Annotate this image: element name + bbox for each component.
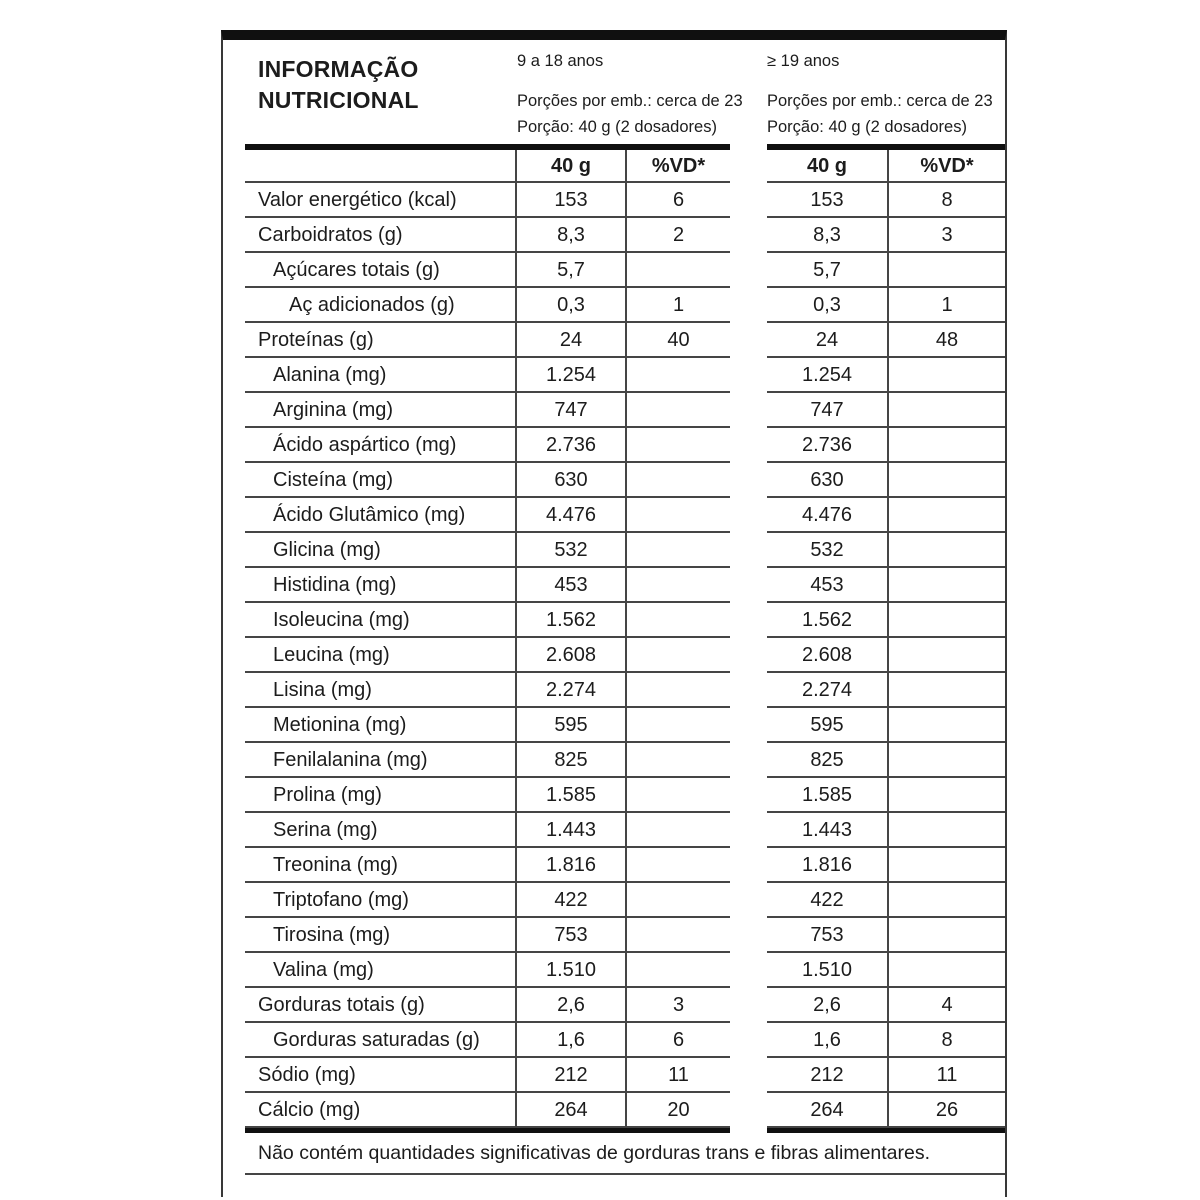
nutrient-label: Aç adicionados (g) bbox=[245, 288, 517, 323]
group2-dv-value bbox=[887, 463, 1005, 498]
group2-dv-value bbox=[887, 253, 1005, 288]
nutrient-label: Alanina (mg) bbox=[245, 358, 517, 393]
nutrient-label: Cálcio (mg) bbox=[245, 1093, 517, 1128]
group1-amount-value: 0,3 bbox=[517, 288, 625, 323]
group2-amount-value: 825 bbox=[767, 743, 887, 778]
nutrient-label: Leucina (mg) bbox=[245, 638, 517, 673]
nutrient-label: Ácido Glutâmico (mg) bbox=[245, 498, 517, 533]
footer-note: Não contém quantidades significativas de gorduras trans e fibras alimentares. bbox=[245, 1133, 1005, 1175]
group2-amount-value: 747 bbox=[767, 393, 887, 428]
column-gap bbox=[730, 323, 767, 358]
group2-amount-value: 1,6 bbox=[767, 1023, 887, 1058]
column-gap bbox=[730, 953, 767, 988]
age-group-2-range: ≥ 19 anos bbox=[767, 52, 840, 70]
column-gap bbox=[730, 1058, 767, 1093]
group2-dv-value bbox=[887, 568, 1005, 603]
group1-amount-value: 4.476 bbox=[517, 498, 625, 533]
nutrient-label: Treonina (mg) bbox=[245, 848, 517, 883]
column-gap bbox=[730, 708, 767, 743]
group1-dv-value: 11 bbox=[625, 1058, 730, 1093]
group1-amount-value: 2.608 bbox=[517, 638, 625, 673]
nutrient-label: Tirosina (mg) bbox=[245, 918, 517, 953]
nutrient-label: Isoleucina (mg) bbox=[245, 603, 517, 638]
group1-amount-value: 825 bbox=[517, 743, 625, 778]
column-gap bbox=[730, 463, 767, 498]
group1-amount-value: 630 bbox=[517, 463, 625, 498]
nutrient-label: Açúcares totais (g) bbox=[245, 253, 517, 288]
group1-amount-value: 747 bbox=[517, 393, 625, 428]
nutrient-label: Gorduras totais (g) bbox=[245, 988, 517, 1023]
group2-amount-value: 212 bbox=[767, 1058, 887, 1093]
group1-dv-value bbox=[625, 638, 730, 673]
group1-dv-value: 6 bbox=[625, 1023, 730, 1058]
group1-amount-value: 212 bbox=[517, 1058, 625, 1093]
group1-amount-value: 24 bbox=[517, 323, 625, 358]
group1-dv-value: 6 bbox=[625, 183, 730, 218]
group1-amount-value: 1.254 bbox=[517, 358, 625, 393]
column-gap bbox=[730, 883, 767, 918]
group1-dv-value bbox=[625, 533, 730, 568]
group1-amount-value: 1.816 bbox=[517, 848, 625, 883]
age-group-2-servings: Porções por emb.: cerca de 23 bbox=[767, 92, 993, 110]
group1-amount-column-header: 40 g bbox=[517, 150, 625, 183]
group1-amount-value: 2.736 bbox=[517, 428, 625, 463]
group2-amount-value: 264 bbox=[767, 1093, 887, 1128]
column-gap bbox=[730, 673, 767, 708]
group2-dv-value bbox=[887, 848, 1005, 883]
column-gap bbox=[730, 638, 767, 673]
nutrient-label: Histidina (mg) bbox=[245, 568, 517, 603]
group1-dv-value bbox=[625, 673, 730, 708]
column-gap bbox=[730, 1023, 767, 1058]
group1-amount-value: 453 bbox=[517, 568, 625, 603]
column-gap bbox=[730, 288, 767, 323]
nutrient-label: Metionina (mg) bbox=[245, 708, 517, 743]
group2-amount-value: 2.736 bbox=[767, 428, 887, 463]
group1-amount-value: 1.510 bbox=[517, 953, 625, 988]
column-gap bbox=[730, 533, 767, 568]
column-header-spacer bbox=[245, 150, 517, 183]
group1-amount-value: 532 bbox=[517, 533, 625, 568]
group2-dv-value bbox=[887, 708, 1005, 743]
column-gap bbox=[730, 253, 767, 288]
group2-dv-value bbox=[887, 638, 1005, 673]
group2-amount-value: 1.443 bbox=[767, 813, 887, 848]
label-title bbox=[245, 40, 517, 144]
age-group-2-serving-size: Porção: 40 g (2 dosadores) bbox=[767, 118, 967, 136]
group2-amount-value: 1.816 bbox=[767, 848, 887, 883]
group1-amount-value: 8,3 bbox=[517, 218, 625, 253]
group2-dv-value: 8 bbox=[887, 183, 1005, 218]
nutrient-label: Prolina (mg) bbox=[245, 778, 517, 813]
group2-amount-value: 532 bbox=[767, 533, 887, 568]
column-gap bbox=[730, 603, 767, 638]
group2-amount-value: 2.608 bbox=[767, 638, 887, 673]
group2-dv-value bbox=[887, 498, 1005, 533]
group2-dv-value: 48 bbox=[887, 323, 1005, 358]
group2-dv-value bbox=[887, 778, 1005, 813]
group2-amount-value: 1.254 bbox=[767, 358, 887, 393]
group2-amount-value: 1.562 bbox=[767, 603, 887, 638]
column-gap bbox=[730, 498, 767, 533]
nutrient-label: Ácido aspártico (mg) bbox=[245, 428, 517, 463]
group1-amount-value: 753 bbox=[517, 918, 625, 953]
group1-amount-value: 2.274 bbox=[517, 673, 625, 708]
group2-amount-value: 24 bbox=[767, 323, 887, 358]
group2-amount-value: 8,3 bbox=[767, 218, 887, 253]
group1-dv-value bbox=[625, 813, 730, 848]
column-gap bbox=[730, 1093, 767, 1128]
age-group-1-servings: Porções por emb.: cerca de 23 bbox=[517, 92, 743, 110]
age-group-2-header bbox=[767, 40, 1005, 144]
nutrient-label: Cisteína (mg) bbox=[245, 463, 517, 498]
group1-amount-value: 2,6 bbox=[517, 988, 625, 1023]
group1-dv-value bbox=[625, 918, 730, 953]
column-gap bbox=[730, 988, 767, 1023]
nutrition-label bbox=[221, 30, 1007, 1197]
nutrient-label: Arginina (mg) bbox=[245, 393, 517, 428]
group2-amount-value: 1.585 bbox=[767, 778, 887, 813]
group2-amount-value: 4.476 bbox=[767, 498, 887, 533]
group1-amount-value: 1.443 bbox=[517, 813, 625, 848]
group1-amount-value: 5,7 bbox=[517, 253, 625, 288]
group2-amount-value: 2,6 bbox=[767, 988, 887, 1023]
group1-dv-value bbox=[625, 498, 730, 533]
group2-amount-value: 753 bbox=[767, 918, 887, 953]
column-gap bbox=[730, 848, 767, 883]
column-gap bbox=[730, 743, 767, 778]
group1-amount-value: 1.585 bbox=[517, 778, 625, 813]
column-gap bbox=[730, 183, 767, 218]
group1-dv-value: 3 bbox=[625, 988, 730, 1023]
group1-dv-value bbox=[625, 358, 730, 393]
group2-dv-value: 4 bbox=[887, 988, 1005, 1023]
group2-dv-value bbox=[887, 428, 1005, 463]
group1-dv-value: 20 bbox=[625, 1093, 730, 1128]
column-gap bbox=[730, 778, 767, 813]
group-gap-spacer bbox=[730, 40, 767, 144]
column-gap bbox=[730, 218, 767, 253]
group2-dv-value bbox=[887, 918, 1005, 953]
group1-amount-value: 264 bbox=[517, 1093, 625, 1128]
column-gap bbox=[730, 918, 767, 953]
nutrient-label: Glicina (mg) bbox=[245, 533, 517, 568]
nutrition-table bbox=[245, 144, 1005, 1175]
group1-dv-value bbox=[625, 603, 730, 638]
group2-dv-value bbox=[887, 673, 1005, 708]
group1-dv-value bbox=[625, 848, 730, 883]
nutrient-label: Valina (mg) bbox=[245, 953, 517, 988]
group2-dv-value bbox=[887, 358, 1005, 393]
group1-dv-value: 2 bbox=[625, 218, 730, 253]
age-group-1-range: 9 a 18 anos bbox=[517, 52, 604, 70]
group1-dv-value: 1 bbox=[625, 288, 730, 323]
group2-amount-value: 630 bbox=[767, 463, 887, 498]
group1-dv-value bbox=[625, 253, 730, 288]
group2-amount-value: 453 bbox=[767, 568, 887, 603]
group2-dv-value: 3 bbox=[887, 218, 1005, 253]
column-gap bbox=[730, 358, 767, 393]
group2-dv-value bbox=[887, 743, 1005, 778]
group1-dv-value: 40 bbox=[625, 323, 730, 358]
group2-dv-value bbox=[887, 813, 1005, 848]
group1-dv-column-header: %VD* bbox=[625, 150, 730, 183]
column-gap bbox=[730, 150, 767, 183]
column-gap bbox=[730, 813, 767, 848]
nutrient-label: Lisina (mg) bbox=[245, 673, 517, 708]
group2-dv-value: 11 bbox=[887, 1058, 1005, 1093]
group2-amount-value: 5,7 bbox=[767, 253, 887, 288]
group2-dv-column-header: %VD* bbox=[887, 150, 1005, 183]
nutrient-label: Valor energético (kcal) bbox=[245, 183, 517, 218]
label-title-line-2: NUTRICIONAL bbox=[258, 87, 419, 113]
group2-amount-value: 595 bbox=[767, 708, 887, 743]
group1-dv-value bbox=[625, 428, 730, 463]
column-gap bbox=[730, 393, 767, 428]
group1-amount-value: 595 bbox=[517, 708, 625, 743]
group1-dv-value bbox=[625, 568, 730, 603]
age-group-1-header bbox=[517, 40, 743, 144]
group2-amount-value: 1.510 bbox=[767, 953, 887, 988]
group1-dv-value bbox=[625, 953, 730, 988]
nutrient-label: Fenilalanina (mg) bbox=[245, 743, 517, 778]
group2-amount-value: 422 bbox=[767, 883, 887, 918]
group1-amount-value: 153 bbox=[517, 183, 625, 218]
group1-dv-value bbox=[625, 463, 730, 498]
label-header-band bbox=[245, 40, 1005, 144]
nutrient-label: Proteínas (g) bbox=[245, 323, 517, 358]
age-group-1-serving-size: Porção: 40 g (2 dosadores) bbox=[517, 118, 717, 136]
nutrient-label: Triptofano (mg) bbox=[245, 883, 517, 918]
group2-dv-value: 26 bbox=[887, 1093, 1005, 1128]
group1-dv-value bbox=[625, 708, 730, 743]
group1-dv-value bbox=[625, 778, 730, 813]
column-gap bbox=[730, 568, 767, 603]
group1-dv-value bbox=[625, 743, 730, 778]
group1-dv-value bbox=[625, 393, 730, 428]
group1-amount-value: 1.562 bbox=[517, 603, 625, 638]
group2-dv-value bbox=[887, 883, 1005, 918]
group2-amount-value: 0,3 bbox=[767, 288, 887, 323]
group1-amount-value: 1,6 bbox=[517, 1023, 625, 1058]
group2-amount-value: 2.274 bbox=[767, 673, 887, 708]
group2-dv-value bbox=[887, 603, 1005, 638]
nutrient-label: Gorduras saturadas (g) bbox=[245, 1023, 517, 1058]
nutrient-label: Carboidratos (g) bbox=[245, 218, 517, 253]
nutrient-label: Serina (mg) bbox=[245, 813, 517, 848]
label-title-line-1: INFORMAÇÃO bbox=[258, 56, 419, 82]
nutrient-label: Sódio (mg) bbox=[245, 1058, 517, 1093]
group1-dv-value bbox=[625, 883, 730, 918]
group1-amount-value: 422 bbox=[517, 883, 625, 918]
group2-dv-value bbox=[887, 533, 1005, 568]
group2-dv-value bbox=[887, 393, 1005, 428]
group2-amount-column-header: 40 g bbox=[767, 150, 887, 183]
column-gap bbox=[730, 428, 767, 463]
group2-dv-value bbox=[887, 953, 1005, 988]
group2-dv-value: 8 bbox=[887, 1023, 1005, 1058]
group2-amount-value: 153 bbox=[767, 183, 887, 218]
group2-dv-value: 1 bbox=[887, 288, 1005, 323]
